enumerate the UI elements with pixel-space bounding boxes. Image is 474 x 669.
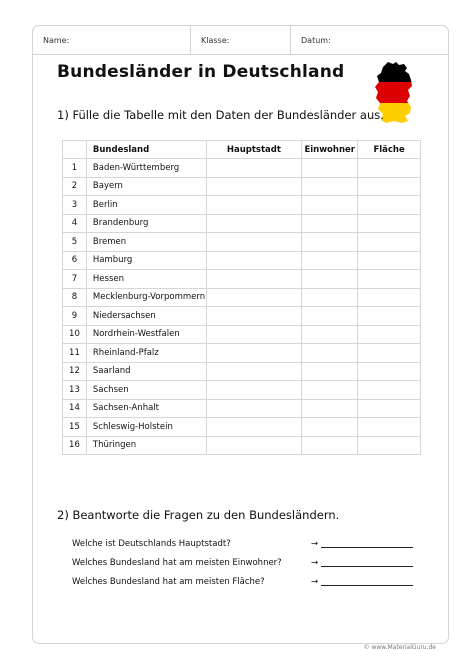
area-cell[interactable] <box>358 214 421 233</box>
population-cell[interactable] <box>302 177 358 196</box>
capital-cell[interactable] <box>206 344 302 363</box>
area-cell[interactable] <box>358 288 421 307</box>
page-title: Bundesländer in Deutschland <box>57 62 345 82</box>
row-number: 11 <box>63 344 87 363</box>
table-row <box>63 196 421 215</box>
state-name: Rheinland-Pfalz <box>86 344 206 363</box>
state-name: Hessen <box>86 270 206 289</box>
row-number: 4 <box>63 214 87 233</box>
state-name: Brandenburg <box>86 214 206 233</box>
state-name: Nordrhein-Westfalen <box>86 325 206 344</box>
row-number: 5 <box>63 233 87 252</box>
row-number: 9 <box>63 307 87 326</box>
area-cell[interactable] <box>358 399 421 418</box>
capital-cell[interactable] <box>206 288 302 307</box>
class-field[interactable] <box>191 26 291 54</box>
answer-line-1[interactable] <box>321 547 413 548</box>
capital-cell[interactable] <box>206 399 302 418</box>
header-area: Fläche <box>358 141 421 159</box>
question-1: Welche ist Deutschlands Hauptstadt? <box>72 539 231 549</box>
state-name: Schleswig-Holstein <box>86 418 206 437</box>
population-cell[interactable] <box>302 214 358 233</box>
header-population: Einwohner <box>302 141 358 159</box>
state-name: Hamburg <box>86 251 206 270</box>
capital-cell[interactable] <box>206 270 302 289</box>
population-cell[interactable] <box>302 325 358 344</box>
header-number <box>63 141 87 159</box>
copyright-footer: © www.MaterialGuru.de <box>363 644 436 651</box>
state-name: Bremen <box>86 233 206 252</box>
area-cell[interactable] <box>358 307 421 326</box>
population-cell[interactable] <box>302 436 358 455</box>
capital-cell[interactable] <box>206 307 302 326</box>
state-name: Baden-Württemberg <box>86 159 206 178</box>
capital-cell[interactable] <box>206 233 302 252</box>
population-cell[interactable] <box>302 381 358 400</box>
population-cell[interactable] <box>302 270 358 289</box>
arrow-icon: → <box>311 558 319 568</box>
class-label: Klasse: <box>201 36 230 45</box>
table-row <box>63 344 421 363</box>
area-cell[interactable] <box>358 159 421 178</box>
capital-cell[interactable] <box>206 159 302 178</box>
date-field[interactable] <box>291 26 448 54</box>
state-name: Mecklenburg-Vorpommern <box>86 288 206 307</box>
row-number: 16 <box>63 436 87 455</box>
state-name: Bayern <box>86 177 206 196</box>
row-number: 8 <box>63 288 87 307</box>
state-name: Sachsen <box>86 381 206 400</box>
capital-cell[interactable] <box>206 362 302 381</box>
table-row <box>63 159 421 178</box>
population-cell[interactable] <box>302 399 358 418</box>
capital-cell[interactable] <box>206 418 302 437</box>
capital-cell[interactable] <box>206 251 302 270</box>
task-2-instruction: 2) Beantworte die Fragen zu den Bundesländern. <box>57 508 340 522</box>
header-bar <box>32 25 449 55</box>
header-capital: Hauptstadt <box>206 141 302 159</box>
row-number: 15 <box>63 418 87 437</box>
area-cell[interactable] <box>358 344 421 363</box>
population-cell[interactable] <box>302 251 358 270</box>
arrow-icon: → <box>311 577 319 587</box>
population-cell[interactable] <box>302 307 358 326</box>
population-cell[interactable] <box>302 418 358 437</box>
question-2: Welches Bundesland hat am meisten Einwohner? <box>72 558 282 568</box>
table-row <box>63 381 421 400</box>
answer-line-2[interactable] <box>321 566 413 567</box>
capital-cell[interactable] <box>206 214 302 233</box>
row-number: 1 <box>63 159 87 178</box>
name-field[interactable] <box>33 26 191 54</box>
area-cell[interactable] <box>358 325 421 344</box>
table-row <box>63 251 421 270</box>
capital-cell[interactable] <box>206 325 302 344</box>
table-row <box>63 418 421 437</box>
date-label: Datum: <box>301 36 331 45</box>
capital-cell[interactable] <box>206 177 302 196</box>
row-number: 6 <box>63 251 87 270</box>
table-row <box>63 214 421 233</box>
area-cell[interactable] <box>358 177 421 196</box>
table-row <box>63 177 421 196</box>
table-row <box>63 436 421 455</box>
area-cell[interactable] <box>358 233 421 252</box>
state-name: Saarland <box>86 362 206 381</box>
area-cell[interactable] <box>358 418 421 437</box>
table-row <box>63 362 421 381</box>
area-cell[interactable] <box>358 436 421 455</box>
state-name: Thüringen <box>86 436 206 455</box>
table-row <box>63 325 421 344</box>
name-label: Name: <box>43 36 70 45</box>
area-cell[interactable] <box>358 196 421 215</box>
table-row <box>63 288 421 307</box>
area-cell[interactable] <box>358 381 421 400</box>
table-row <box>63 233 421 252</box>
population-cell[interactable] <box>302 288 358 307</box>
row-number: 13 <box>63 381 87 400</box>
capital-cell[interactable] <box>206 436 302 455</box>
answer-line-3[interactable] <box>321 585 413 586</box>
table-row <box>63 399 421 418</box>
population-cell[interactable] <box>302 233 358 252</box>
area-cell[interactable] <box>358 270 421 289</box>
states-table <box>62 140 421 455</box>
population-cell[interactable] <box>302 344 358 363</box>
row-number: 12 <box>63 362 87 381</box>
table-row <box>63 270 421 289</box>
task-1-instruction: 1) Fülle die Tabelle mit den Daten der Bundesländer aus. <box>57 108 384 122</box>
row-number: 14 <box>63 399 87 418</box>
population-cell[interactable] <box>302 196 358 215</box>
table-row <box>63 307 421 326</box>
row-number: 10 <box>63 325 87 344</box>
capital-cell[interactable] <box>206 381 302 400</box>
area-cell[interactable] <box>358 251 421 270</box>
capital-cell[interactable] <box>206 196 302 215</box>
state-name: Sachsen-Anhalt <box>86 399 206 418</box>
population-cell[interactable] <box>302 159 358 178</box>
row-number: 3 <box>63 196 87 215</box>
state-name: Niedersachsen <box>86 307 206 326</box>
arrow-icon: → <box>311 539 319 549</box>
header-state: Bundesland <box>86 141 206 159</box>
table-header-row <box>63 141 421 159</box>
population-cell[interactable] <box>302 362 358 381</box>
row-number: 7 <box>63 270 87 289</box>
row-number: 2 <box>63 177 87 196</box>
area-cell[interactable] <box>358 362 421 381</box>
state-name: Berlin <box>86 196 206 215</box>
question-3: Welches Bundesland hat am meisten Fläche? <box>72 577 265 587</box>
